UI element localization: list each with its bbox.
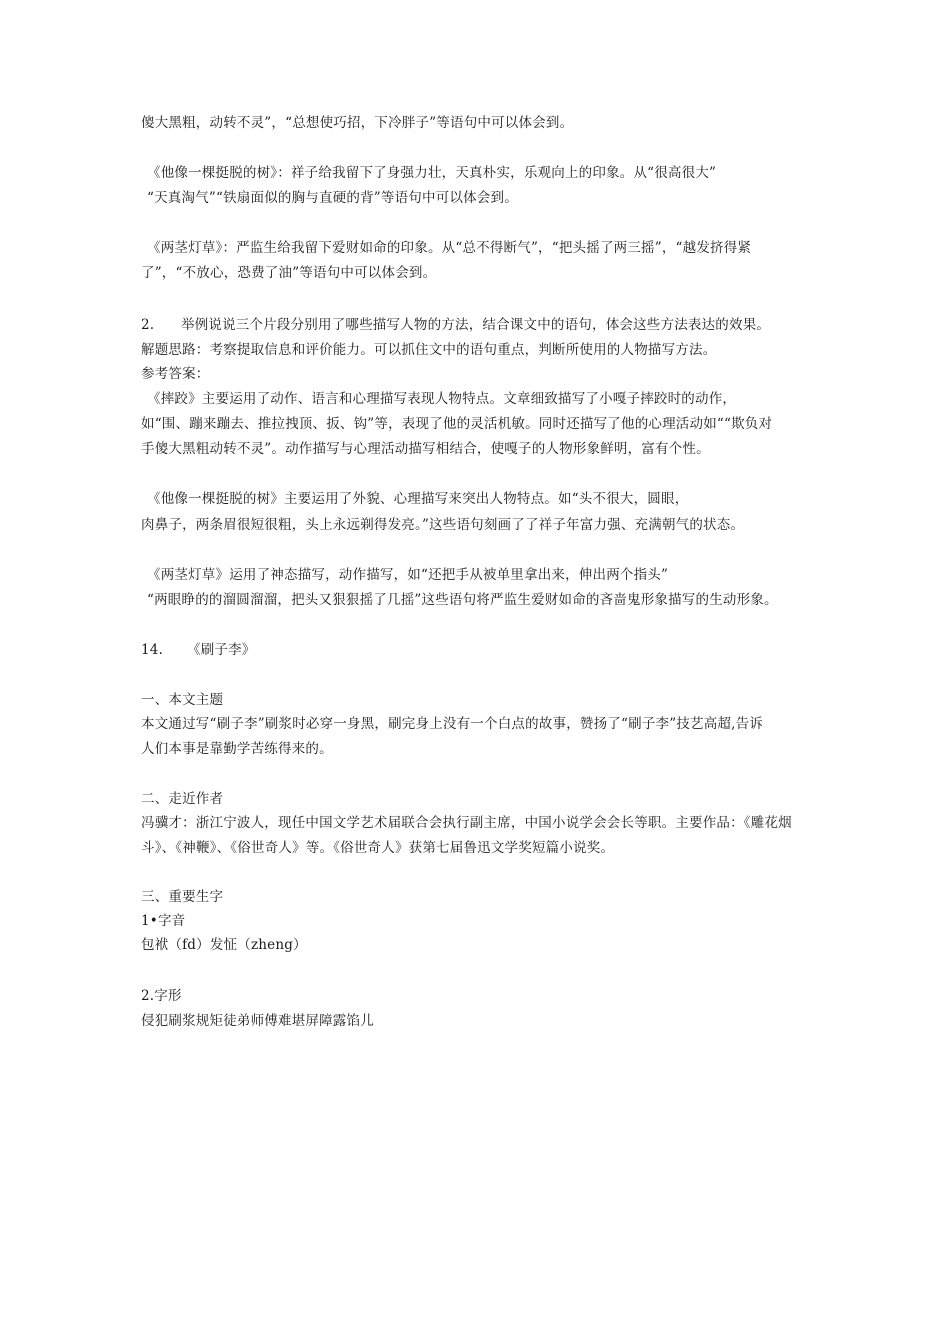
- paragraph-line: “两眼睁的的溜圆溜溜，把头又狠狠摇了几摇”这些语句将严监生爱财如命的吝啬鬼形象描写的生动形象。: [147, 592, 778, 608]
- section-heading: 三、重要生字: [141, 889, 224, 905]
- paragraph-line: 斗》、《神鞭》、《俗世奇人》等。《俗世奇人》获第七届鲁迅文学奖短篇小说奖。: [141, 840, 615, 856]
- paragraph-line: “天真淘气”“铁扇面似的胸与直硬的背”等语句中可以体会到。: [147, 190, 518, 206]
- paragraph-line: 《两茎灯草》：严监生给我留下爱财如命的印象。从“总不得断气”，“把头摇了两三摇”，“越发挤得紧: [147, 240, 752, 256]
- subsection-heading: 2.字形: [141, 988, 182, 1004]
- section-heading: 二、走近作者: [141, 791, 224, 807]
- subsection-heading: 1•字音: [141, 913, 186, 929]
- paragraph-line: 《他像一棵挺脱的树》主要运用了外貌、心理描写来突出人物特点。如“头不很大，圆眼，: [147, 491, 689, 507]
- paragraph-line: 《摔跤》主要运用了动作、语言和心理描写表现人物特点。文章细致描写了小嘎子摔跤时的动作，: [147, 391, 737, 407]
- paragraph-line: 冯骥才：浙江宁波人，现任中国文学艺术届联合会执行副主席，中国小说学会会长等职。主要作品：《雕花烟: [141, 815, 792, 831]
- paragraph-line: 《他像一棵挺脱的树》：祥子给我留下了身强力壮，天真朴实，乐观向上的印象。从“很高很大”: [147, 165, 717, 181]
- paragraph-line: 侵犯刷浆规矩徒弟师傅难堪屏障露馅儿: [141, 1013, 374, 1029]
- paragraph-line: 如“围、蹦来蹦去、推拉拽顶、扳、钩”等，表现了他的灵活机敏。同时还描写了他的心理活动如““欺负对: [141, 416, 773, 432]
- lesson-number: 14.: [141, 642, 164, 658]
- hint-line: 解题思路：考察提取信息和评价能力。可以抓住文中的语句重点，判断所使用的人物描写方法。: [141, 342, 717, 358]
- lesson-title: 《刷子李》: [187, 642, 256, 658]
- paragraph-line: 傻大黑粗，动转不灵”，“总想使巧招，下冷胖子”等语句中可以体会到。: [141, 115, 574, 131]
- question-text: 举例说说三个片段分别用了哪些描写人物的方法，结合课文中的语句，体会这些方法表达的效果。: [181, 317, 771, 333]
- paragraph-line: 《两茎灯草》运用了神态描写，动作描写，如“还把手从被单里拿出来，伸出两个指头”: [147, 567, 669, 583]
- lesson-heading: [141, 640, 830, 660]
- question-number: 2.: [141, 317, 155, 333]
- paragraph-line: 手傻大黑粗动转不灵”。动作描写与心理活动描写相结合，使嘎子的人物形象鲜明，富有个性。: [141, 441, 710, 457]
- paragraph-line: 人们本事是靠勤学苦练得来的。: [141, 741, 333, 757]
- question-line: [141, 315, 830, 335]
- paragraph-line: 包袱（fd）发怔（zheng）: [141, 937, 307, 953]
- paragraph-line: 了”，“不放心，恐费了油”等语句中可以体会到。: [141, 265, 437, 281]
- section-heading: 一、本文主题: [141, 692, 224, 708]
- answer-label: 参考答案：: [141, 366, 210, 382]
- paragraph-line: 肉鼻子，两条眉很短很粗，头上永远剃得发亮。”这些语句刻画了了祥子年富力强、充满朝气的状态。: [141, 517, 745, 533]
- paragraph-line: 本文通过写“刷子李”刷浆时必穿一身黑，刷完身上没有一个白点的故事，赞扬了“刷子李”技艺高超,告诉: [141, 716, 763, 732]
